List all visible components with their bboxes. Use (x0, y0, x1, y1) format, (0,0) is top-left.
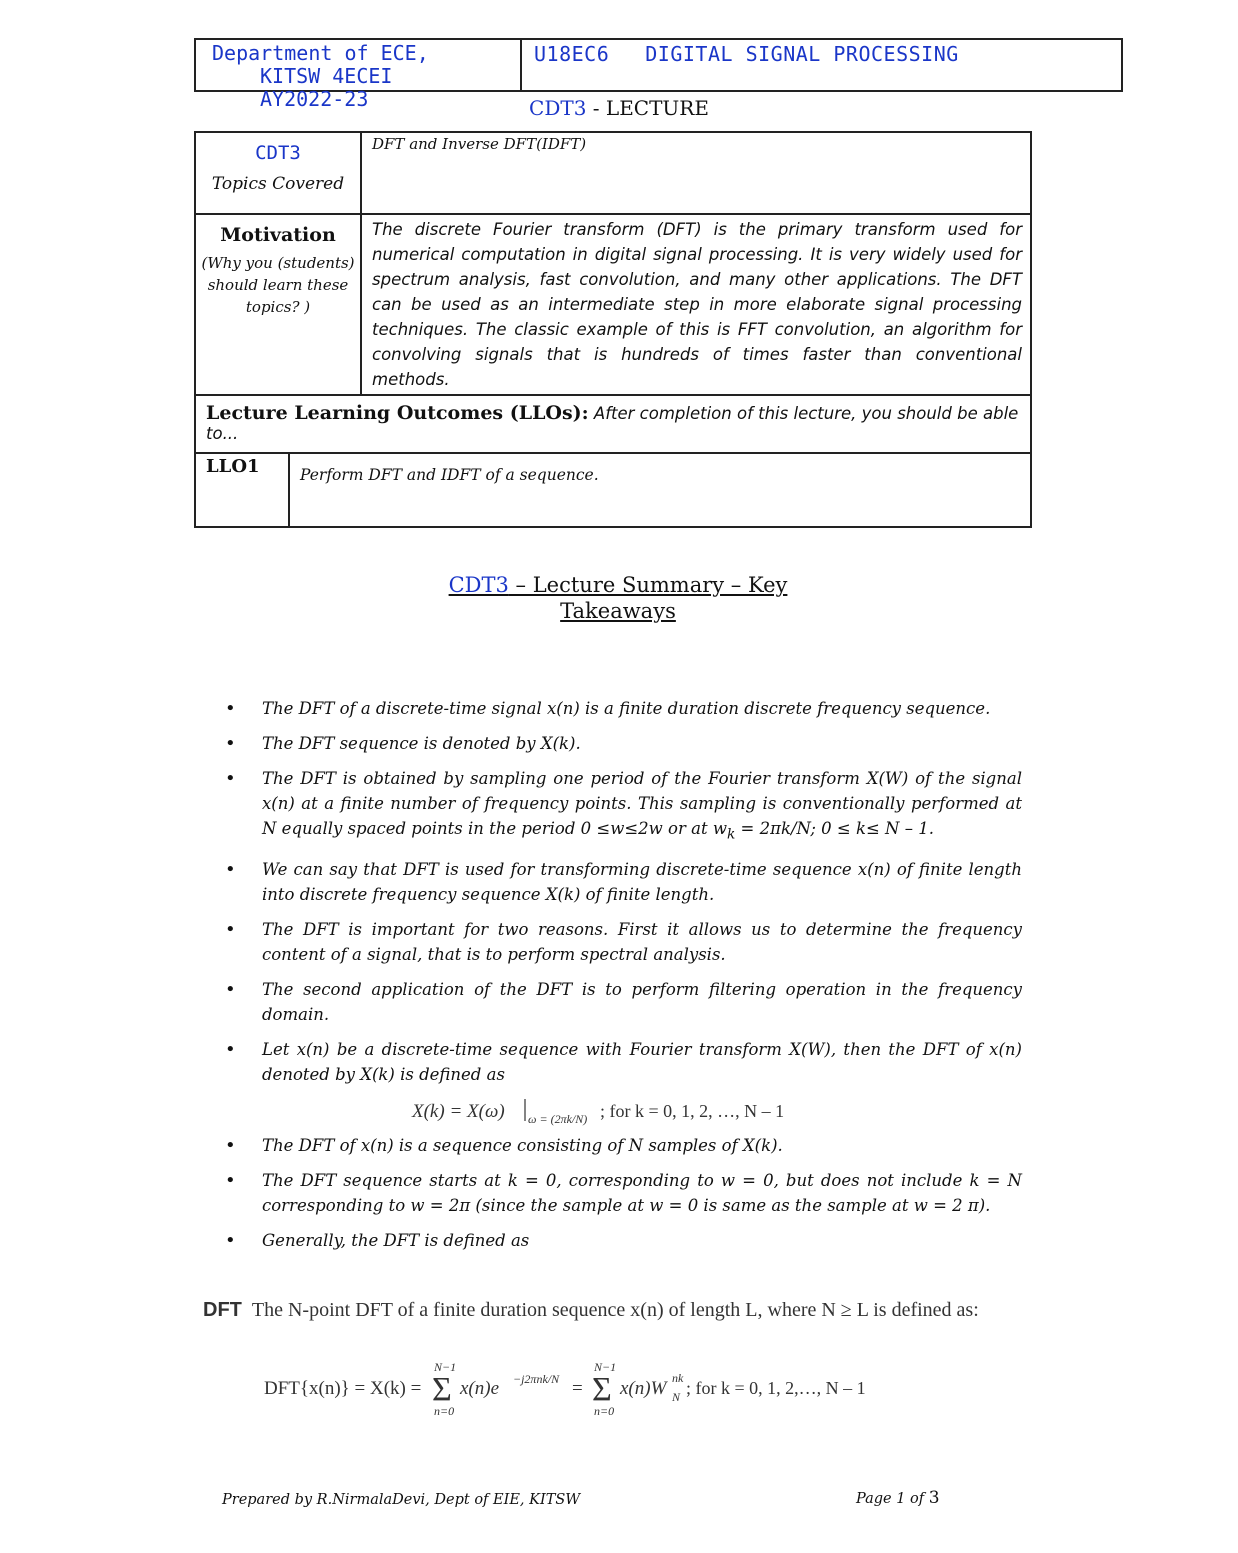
dft-definition (203, 1298, 1003, 1322)
llo1-cell (195, 453, 1031, 527)
page-label: Page 1 of (856, 1491, 925, 1507)
topics-code: CDT3 (255, 142, 301, 164)
sum2-sigma: Σ (592, 1371, 612, 1408)
dft-formula (264, 1356, 904, 1424)
bullet-text-tail: = 2πk/N; 0 ≤ k≤ N – 1. (735, 819, 934, 838)
bullet-subscript: k (726, 826, 736, 843)
list-item: • The DFT of x(n) is a sequence consisting of N samples of X(k). (222, 1133, 1022, 1158)
formula1-rhs: ; for k = 0, 1, 2, …, N – 1 (600, 1101, 785, 1122)
lecture-title-rest: - LECTURE (586, 96, 709, 120)
formula2-sup2: nk (672, 1371, 684, 1385)
dept-line-3: AY2022-23 (260, 87, 369, 111)
list-item: • We can say that DFT is used for transforming discrete-time sequence x(n) of finite length into discrete frequency sequence X(k) of finite length. (222, 857, 1022, 907)
list-item: • The DFT of a discrete-time signal x(n) is a finite duration discrete frequency sequence. (222, 696, 1022, 721)
formula2-exp1: −j2πnk/N (513, 1372, 560, 1386)
dft-definition-text: The N-point DFT of a finite duration sequence x(n) of length L, where N ≥ L is defined as: (251, 1299, 979, 1321)
motivation-text: The discrete Fourier transform (DFT) is the primary transform used for numerical computation in digital signal processing. It is very widely used for spectrum analysis, fast convolution, and many other applications. The DFT can be used as an intermediate step in more elaborate signal processing techniques. The classic example of this is FFT convolution, an algorithm for convolving signals that is hundreds of times faster than conventional methods. (361, 214, 1031, 395)
page-number (856, 1488, 940, 1508)
list-item: • Generally, the DFT is defined as (222, 1228, 1022, 1253)
summary-title-rest: – Lecture Summary – Key (508, 573, 788, 597)
formula2-term2: x(n)W (620, 1378, 667, 1399)
sum2-lower: n=0 (594, 1404, 615, 1418)
dept-line-2: KITSW 4ECEI (260, 64, 393, 88)
list-item: • The DFT sequence is denoted by X(k). (222, 731, 1022, 756)
motivation-sublabel: (Why you (students) should learn these topics? ) (201, 254, 355, 316)
dept-line-1: Department of ECE, (212, 41, 429, 65)
motivation-label-cell (195, 214, 361, 395)
llo1-row (195, 453, 1031, 527)
lecture-title (0, 96, 1238, 120)
formula1-lhs: X(k) = X(ω) (412, 1101, 505, 1123)
course-code: U18EC6 (534, 42, 610, 66)
course-name: DIGITAL SIGNAL PROCESSING (645, 42, 959, 66)
llo-header-row (195, 395, 1031, 453)
topics-text: DFT and Inverse DFT(IDFT) (361, 132, 1031, 214)
formula-2-svg (264, 1356, 904, 1420)
prepared-by: Prepared by R.NirmalaDevi, Dept of EIE, KITSW (222, 1492, 581, 1508)
list-item: • The second application of the DFT is to perform filtering operation in the frequency domain. (222, 977, 1022, 1027)
llo1-text: Perform DFT and IDFT of a sequence. (300, 466, 599, 484)
dft-sampling-formula (222, 1091, 1022, 1131)
summary-title-line2: Takeaways (560, 599, 676, 623)
list-item: • The DFT sequence starts at k = 0, corresponding to w = 0, but does not include k = N corresponding to w = 2π (since the sample at w = 0 is same as the sample at w = 2 π). (222, 1168, 1022, 1218)
course-cell (522, 40, 1121, 90)
page-total: 3 (928, 1488, 940, 1508)
summary-code: CDT3 (448, 573, 509, 597)
formula2-term1: x(n)e (460, 1378, 500, 1399)
formula2-rhs: ; for k = 0, 1, 2,…, N – 1 (686, 1378, 866, 1398)
formula2-eq: = (572, 1378, 583, 1399)
lecture-info-table (194, 131, 1032, 528)
topics-row (195, 132, 1031, 214)
sum1-upper: N−1 (434, 1360, 457, 1374)
formula2-sub2: N (672, 1390, 681, 1404)
department-cell (196, 40, 522, 111)
formula-1-svg (372, 1091, 892, 1131)
sum1-sigma: Σ (432, 1371, 452, 1408)
lecture-code: CDT3 (529, 96, 587, 120)
dft-label: DFT (203, 1299, 242, 1321)
llo1-inner-table (196, 454, 1030, 526)
motivation-row (195, 214, 1031, 395)
llo-heading: Lecture Learning Outcomes (LLOs): (206, 402, 589, 424)
list-item (222, 766, 1022, 847)
list-item: • The DFT is important for two reasons. First it allows us to determine the frequency content of a signal, that is to perform spectral analysis. (222, 917, 1022, 967)
llo-header-cell (195, 395, 1031, 453)
llo-heading-tail: After completion of this lecture, you should be able to... (206, 404, 1019, 443)
topics-label-cell (195, 132, 361, 214)
llo1-label: LLO1 (196, 454, 289, 526)
sum2-upper: N−1 (594, 1360, 617, 1374)
formula1-subscript: ω = (2πk/N) (528, 1112, 588, 1127)
topics-sublabel: Topics Covered (211, 174, 345, 194)
sum1-lower: n=0 (434, 1404, 455, 1418)
motivation-label: Motivation (220, 224, 336, 246)
key-takeaways-list (222, 696, 1022, 1263)
list-item: • Let x(n) be a discrete-time sequence with Fourier transform X(W), then the DFT of x(n) denoted by X(k) is defined as (222, 1037, 1022, 1087)
summary-title (400, 572, 836, 624)
bullet-text: The DFT is obtained by sampling one period of the Fourier transform X(W) of the signal x(n) at a finite number of frequency points. This sampling is conventionally performed at N equally spaced points in the period 0 ≤w≤2w or at w (262, 769, 1022, 838)
formula2-lhs: DFT{x(n)} = X(k) = (264, 1378, 422, 1399)
